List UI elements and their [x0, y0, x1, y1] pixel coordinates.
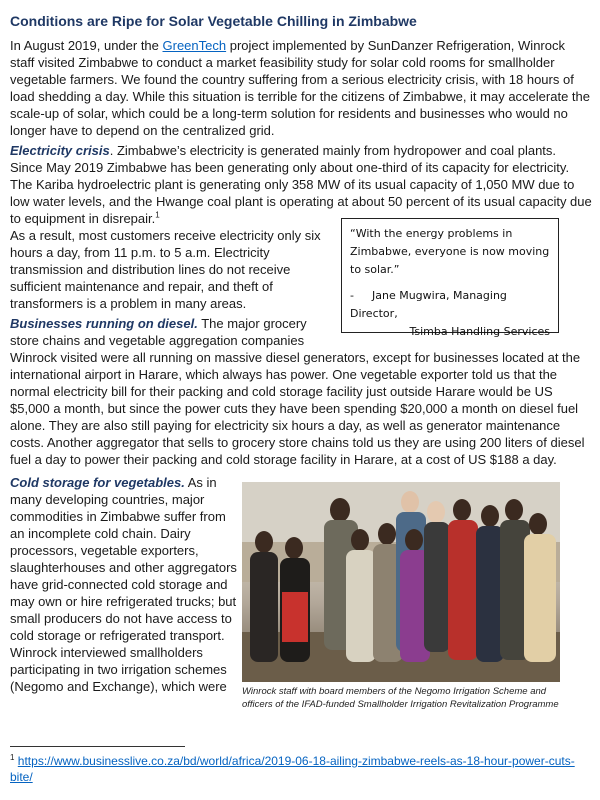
quote-attribution	[350, 287, 550, 323]
group-photo-illustration	[242, 482, 560, 682]
quote-author: Jane Mugwira, Managing Director,	[350, 289, 507, 320]
diesel-heading: Businesses running on diesel.	[10, 316, 198, 331]
diesel-paragraph: Winrock visited were all running on massive diesel generators, except for businesses located at the international airport in Harare, which always has power. One vegetable exporter told us that the normal electricity bill for their packing and cold storage facility just outside Harare would be US $5,000 a month, but since the power cuts they have been spending $20,000 a month on diesel fuel alone. They are also still paying for electricity six hours a day, as well as generator maintenance costs. Another aggregator that sells to grocery store chains told us they are using 200 liters of diesel fuel a day to power their packing and cold storage facility in Harare, at a cost of US $188 a day.	[10, 350, 585, 467]
electricity-paragraph	[10, 142, 592, 227]
footnote-number: 1	[10, 753, 15, 762]
cold-storage-text: As in many developing countries, major commodities in Zimbabwe suffer from an incomplete cold chain. Dairy processors, vegetable exporters, slaughterhouses and other aggregators have grid-connected cold storage and may own or hire refrigerated trucks; but small producers do not have access to cold storage or refrigerated transport. Winrock interviewed smallholders participating in two irrigation schemes (Negomo and Exchange), which were	[10, 475, 237, 694]
page-title: Conditions are Ripe for Solar Vegetable Chilling in Zimbabwe	[10, 13, 417, 29]
quote-organization: Tsimba Handling Services	[409, 325, 550, 338]
footnote-link[interactable]: https://www.businesslive.co.za/bd/world/africa/2019-06-18-ailing-zimbabwe-reels-as-18-hour-power-cuts-bite/	[10, 754, 575, 784]
footnote-ref[interactable]: 1	[155, 210, 160, 220]
group-photo	[242, 482, 560, 682]
pull-quote-box	[341, 218, 559, 338]
electricity-paragraph-cont: As a result, most customers receive electricity only six hours a day, from 11 p.m. to 5 a.m. Electricity transmission and distribution lines do not receive sufficient maintenance and repair, and theft of transformers is a problem in many areas.	[10, 228, 321, 311]
intro-text-rest: project implemented by SunDanzer Refrigeration, Winrock staff visited Zimbabwe to conduct a market feasibility study for solar cold rooms for smallholder vegetable farmers. We found the country suffering from a serious electricity crisis, with 18 hours of load shedding a day. While this situation is terrible for the citizens of Zimbabwe, it may accelerate the scale-up of solar, which could be a long-term solution for residents and businesses who would no longer have to depend on the centralized grid.	[10, 38, 590, 138]
electricity-heading: Electricity crisis	[10, 143, 110, 158]
footnote	[10, 753, 585, 785]
footnote-divider	[10, 746, 185, 747]
diesel-paragraph-start	[10, 315, 330, 349]
cold-storage-paragraph	[10, 474, 238, 695]
greentech-link[interactable]: GreenTech	[162, 38, 227, 53]
electricity-text: . Zimbabwe’s electricity is generated mainly from hydropower and coal plants. Since May 2019 Zimbabwe has been generating only about one-third of its capacity for electricity. The Kariba hydroelectric plant is generating only 358 MW of its usual capacity of 1,050 MW due to low water levels, and the Hwange coal plant is operating at about 50 percent of its usual capacity due to equipment in disrepair.	[10, 143, 592, 226]
diesel-text-start: The major grocery store chains and vegetable aggregation companies	[10, 316, 307, 348]
photo-caption: Winrock staff with board members of the Negomo Irrigation Scheme and officers of the IFAD-funded Smallholder Irrigation Revitalization Programme	[242, 686, 559, 710]
quote-text: “With the energy problems in Zimbabwe, everyone is now moving to solar.”	[350, 227, 550, 276]
intro-text-start: In August 2019, under the	[10, 38, 163, 53]
quote-dash: -	[350, 289, 354, 302]
intro-paragraph	[10, 37, 592, 139]
cold-storage-heading: Cold storage for vegetables.	[10, 475, 185, 490]
